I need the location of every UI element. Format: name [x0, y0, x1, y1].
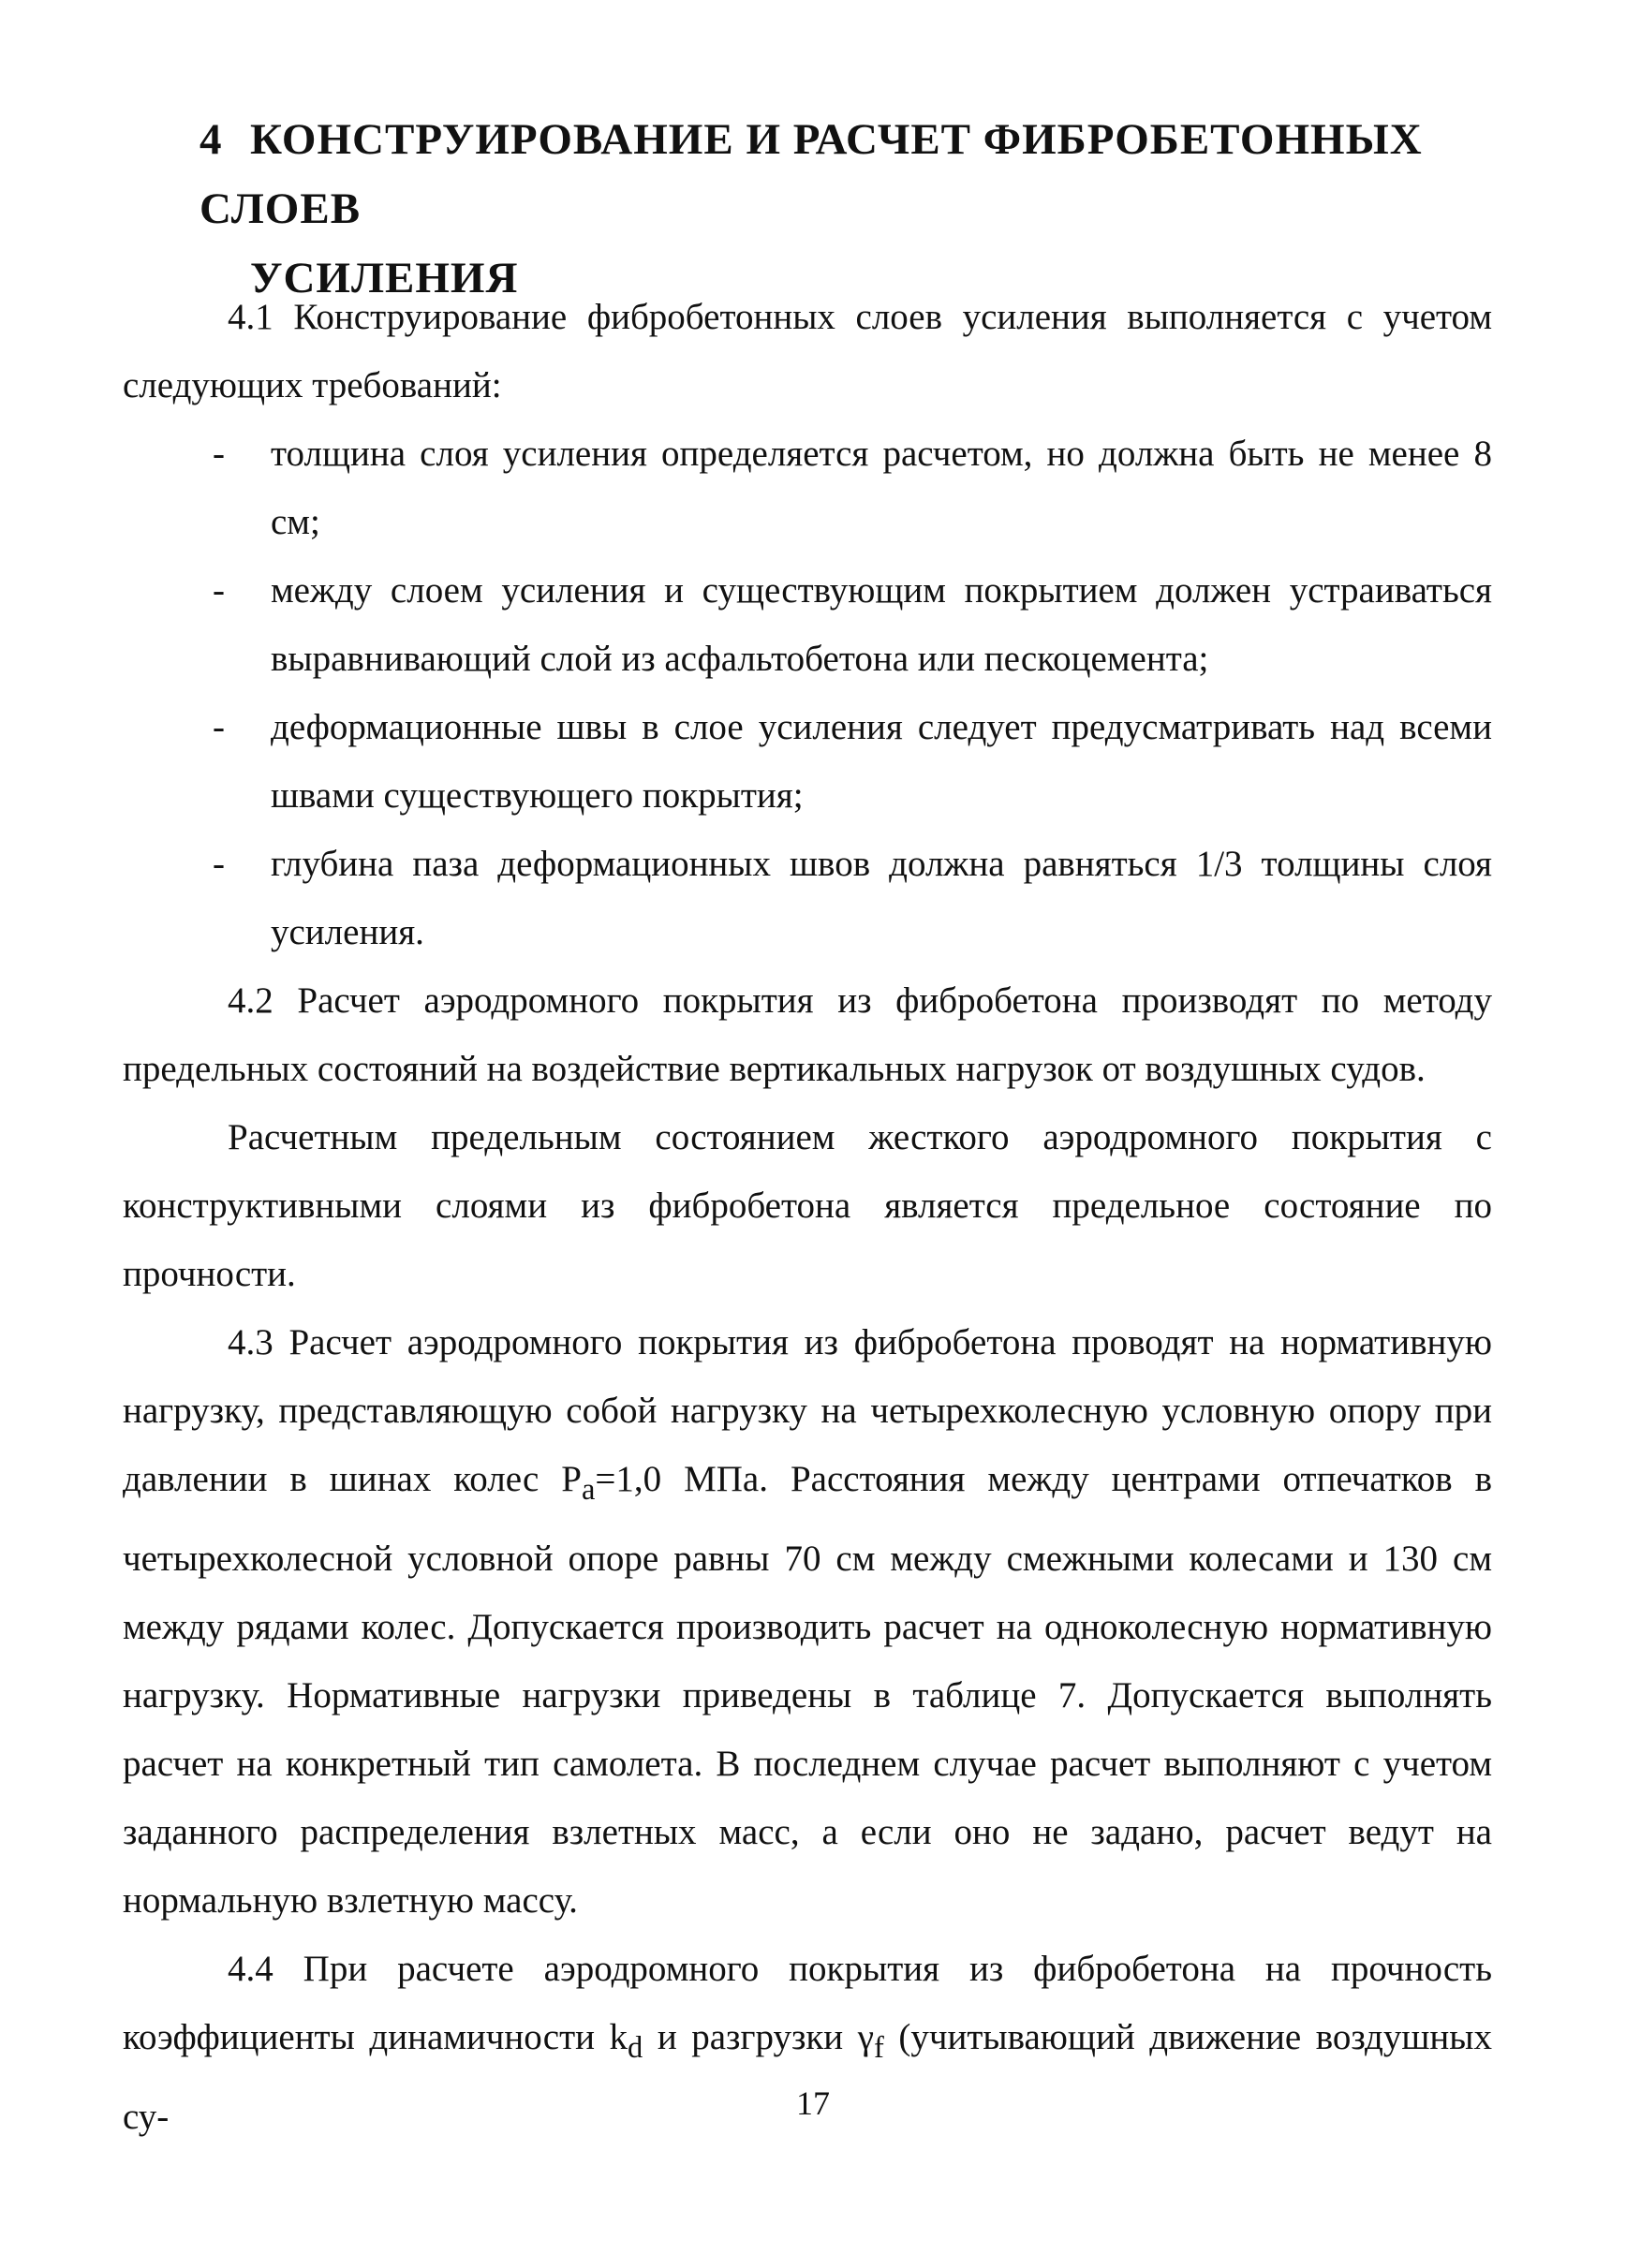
list-item-text: толщина слоя усиления определяется расчетом, но должна быть не менее 8 см;	[271, 434, 1492, 542]
paragraph-4-3-text-a: 4.3 Расчет аэродромного покрытия из фибробетона проводят на нормативную нагрузку, представляющую собой нагрузку на четырехколесную условную опору при давлении в шинах колес P	[123, 1322, 1492, 1499]
paragraph-4-4-text-b: и разгрузки γ	[643, 2016, 874, 2057]
dynamic-coefficient-subscript: d	[628, 2030, 643, 2065]
list-item-text: глубина паза деформационных швов должна равняться 1/3 толщины слоя усиления.	[271, 844, 1492, 952]
list-item	[123, 693, 1492, 830]
section-number: 4	[200, 115, 223, 164]
unloading-coefficient-subscript: f	[873, 2030, 884, 2065]
requirements-list	[123, 420, 1492, 966]
paragraph-4-2-limit-state: Расчетным предельным состоянием жесткого аэродромного покрытия с конструктивными слоями из фибробетона является предельное состояние по прочности.	[123, 1117, 1492, 1294]
section-heading	[200, 105, 1511, 313]
paragraph-4-4-text-a: 4.4 При расчете аэродромного покрытия из фибробетона на прочность коэффициенты динамичности k	[123, 1948, 1492, 2057]
page-number: 17	[796, 2084, 830, 2122]
paragraph-4-1: 4.1 Конструирование фибробетонных слоев усиления выполняется с учетом следующих требований:	[123, 297, 1492, 405]
list-item-text: между слоем усиления и существующим покрытием должен устраиваться выравнивающий слой из асфальтобетона или пескоцемента;	[271, 570, 1492, 679]
section-title-line2: УСИЛЕНИЯ	[250, 254, 519, 302]
list-dash: -	[213, 570, 225, 611]
list-dash: -	[213, 707, 225, 747]
list-dash: -	[213, 434, 225, 474]
paragraph-4-2: 4.2 Расчет аэродромного покрытия из фибробетона производят по методу предельных состояний на воздействие вертикальных нагрузок от воздушных судов.	[123, 980, 1492, 1089]
list-item	[123, 420, 1492, 556]
list-item	[123, 830, 1492, 966]
list-item-text: деформационные швы в слое усиления следует предусматривать над всеми швами существующего покрытия;	[271, 707, 1492, 816]
paragraph-4-3-text-b: =1,0 МПа. Расстояния между центрами отпечатков в четырехколесной условной опоре равны 70 см между смежными колесами и 130 см между рядами колес. Допускается производить расчет на одноколесную нормативную нагрузку. Нормативные нагрузки приведены в таблице 7. Допускается выполнять расчет на конкретный тип самолета. В последнем случае расчет выполняют с учетом заданного распределения взлетных масс, а если оно не задано, расчет ведут на нормальную взлетную массу.	[123, 1459, 1492, 1921]
paragraph-4-3	[123, 1308, 1492, 1935]
paragraph-4-4-text-c: (учитывающий движение воздушных су-	[123, 2016, 1493, 2137]
list-item	[123, 556, 1492, 693]
body-text	[123, 283, 1492, 2151]
pressure-subscript: a	[581, 1472, 596, 1507]
list-dash: -	[213, 844, 225, 884]
section-title-line1: КОНСТРУИРОВАНИЕ И РАСЧЕТ ФИБРОБЕТОННЫХ СЛОЕВ	[200, 115, 1423, 233]
